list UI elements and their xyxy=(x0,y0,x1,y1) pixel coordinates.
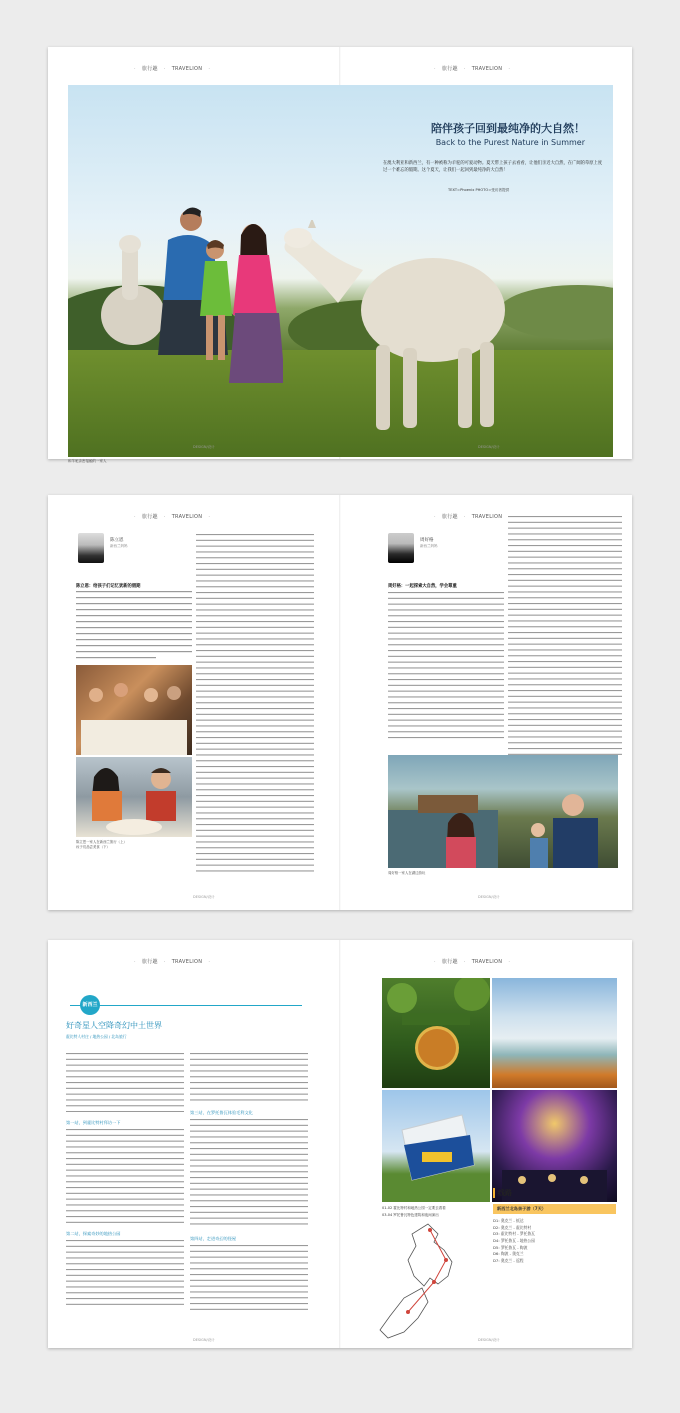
article-title: 好奇星人空降奇幻中土世界 xyxy=(66,1021,162,1030)
profile-role: 新西兰妈妈 xyxy=(110,544,128,548)
route-title: 线路 xyxy=(493,1188,616,1198)
section-heading-1: 第一站，到霍比特村拜访一下 xyxy=(66,1120,121,1125)
photo-hot-pool xyxy=(492,978,617,1088)
route-item: D3: 霍比特村 - 罗托鲁瓦 xyxy=(493,1231,535,1237)
route-list xyxy=(493,1218,616,1264)
profile-chen xyxy=(78,533,188,573)
footer-left: DESIGN/设计 xyxy=(193,895,215,899)
body-text-lines xyxy=(66,1128,186,1223)
header-right: · 旅行趣 · TRAVELION · xyxy=(434,66,511,72)
footer-left: DESIGN/设计 xyxy=(193,1338,215,1342)
section-heading-3: 第三站，在罗托鲁瓦体验毛利文化 xyxy=(190,1110,253,1115)
new-zealand-map xyxy=(368,1220,488,1345)
section-heading-2: 第二站，探索奇妙的地热公园 xyxy=(66,1231,121,1236)
photo-leaning-house xyxy=(382,1090,490,1202)
alpaca-front xyxy=(258,220,528,457)
photo-lake-family xyxy=(388,755,618,868)
spread-2 xyxy=(48,495,632,910)
photo-legend-2: 03-04 罗托鲁瓦特色建筑和夜间演出 xyxy=(382,1213,439,1217)
spread-1 xyxy=(48,47,632,463)
profile-zhou xyxy=(388,533,498,573)
header-left: · 旅行趣 · TRAVELION · xyxy=(134,66,211,72)
profile-name: 陈立恩 xyxy=(110,538,124,543)
body-text-lines xyxy=(76,591,192,671)
route-bar: 新西兰北岛亲子游（7天） xyxy=(493,1204,616,1214)
body-text-lines-col3 xyxy=(388,591,504,741)
hero-title xyxy=(431,120,585,147)
left-text-column xyxy=(66,1052,186,1313)
section-heading-4: 第四站，走进奇幻的怪屋 xyxy=(190,1236,237,1241)
right-text-column xyxy=(190,1052,310,1318)
route-item: D5: 罗托鲁瓦 - 陶波 xyxy=(493,1244,528,1250)
photo-hobbit-hole xyxy=(382,978,490,1088)
intro-paragraph: 在澳大利亚和新西兰，有一种被称为羊驼的可爱动物。夏天带上孩子去看看，让他们亲近大自然，在广阔的草原上度过一个难忘的假期。这个夏天，让我们一起回到最纯净的大自然！ xyxy=(383,161,603,174)
route-item: D7: 奥克兰 - 返程 xyxy=(493,1257,524,1263)
body-text-lines xyxy=(66,1052,186,1112)
footer-right: DESIGN/设计 xyxy=(478,1338,500,1342)
route-item: D4: 罗托鲁瓦 - 地热公园 xyxy=(493,1237,535,1243)
region-badge: 新西兰 xyxy=(80,995,100,1015)
photo-night-show xyxy=(492,1090,617,1202)
hero-photo xyxy=(68,85,613,457)
header-left: · 旅行趣 · TRAVELION · xyxy=(134,959,211,965)
route-item: D2: 奥克兰 - 霍比特村 xyxy=(493,1224,532,1230)
title-en: Back to the Purest Nature in Summer xyxy=(435,138,585,147)
profile-name: 周好格 xyxy=(420,538,434,543)
header-left: · 旅行趣 · TRAVELION · xyxy=(134,514,211,520)
avatar xyxy=(388,533,414,563)
title-zh: 陪伴孩子回到最纯净的大自然！ xyxy=(431,122,585,135)
page-gutter xyxy=(339,495,341,910)
body-text-lines xyxy=(66,1239,186,1309)
photo-caption: 和羊驼亲密接触的一家人 xyxy=(68,459,107,463)
page-gutter xyxy=(339,940,341,1348)
header-right: · 旅行趣 · TRAVELION xyxy=(434,514,503,520)
article-subtitle: 霍比特人村庄 / 地热公园 / 北岛旅行 xyxy=(66,1034,127,1039)
photo-kids-food xyxy=(76,757,192,837)
right-column-1 xyxy=(388,583,503,589)
header-right: · 旅行趣 · TRAVELION · xyxy=(434,959,511,965)
body-text-lines-col4 xyxy=(508,515,623,760)
body-text-lines xyxy=(190,1244,310,1314)
photo-family-dinner xyxy=(76,665,192,755)
photo-credit: TEXT=Phoenix PHOTO=受访者提供 xyxy=(448,188,510,192)
route-item: D6: 陶波 - 奥克兰 xyxy=(493,1251,524,1257)
body-text-lines xyxy=(190,1052,310,1102)
route-item: D1: 奥克兰 - 抵达 xyxy=(493,1218,524,1223)
avatar xyxy=(78,533,104,563)
subtitle-block xyxy=(66,1034,186,1040)
body-text-lines xyxy=(190,1118,310,1228)
route-box xyxy=(493,1188,616,1333)
photo-caption-left: 陈立恩一家人在新西兰旅行（上） 孩子们品尝美食（下） xyxy=(76,840,127,850)
photo-caption-right: 周好格一家人在湖边游玩 xyxy=(388,871,426,875)
badge-rule xyxy=(70,1005,302,1006)
quote-title: 陈立恩：给孩子们记忆犹新的假期 xyxy=(76,584,141,589)
footer-right: DESIGN/设计 xyxy=(478,445,500,449)
photo-legend-1: 01-02 霍比特村和地热公园一定要去看看 xyxy=(382,1206,446,1210)
footer-left: DESIGN/设计 xyxy=(193,445,215,449)
spread-3 xyxy=(48,940,632,1348)
footer-right: DESIGN/设计 xyxy=(478,895,500,899)
quote-title: 周好格：一起探索大自然，学会尊重 xyxy=(388,584,457,589)
body-text-lines-col2 xyxy=(196,533,316,873)
profile-role: 新西兰妈妈 xyxy=(420,544,438,548)
